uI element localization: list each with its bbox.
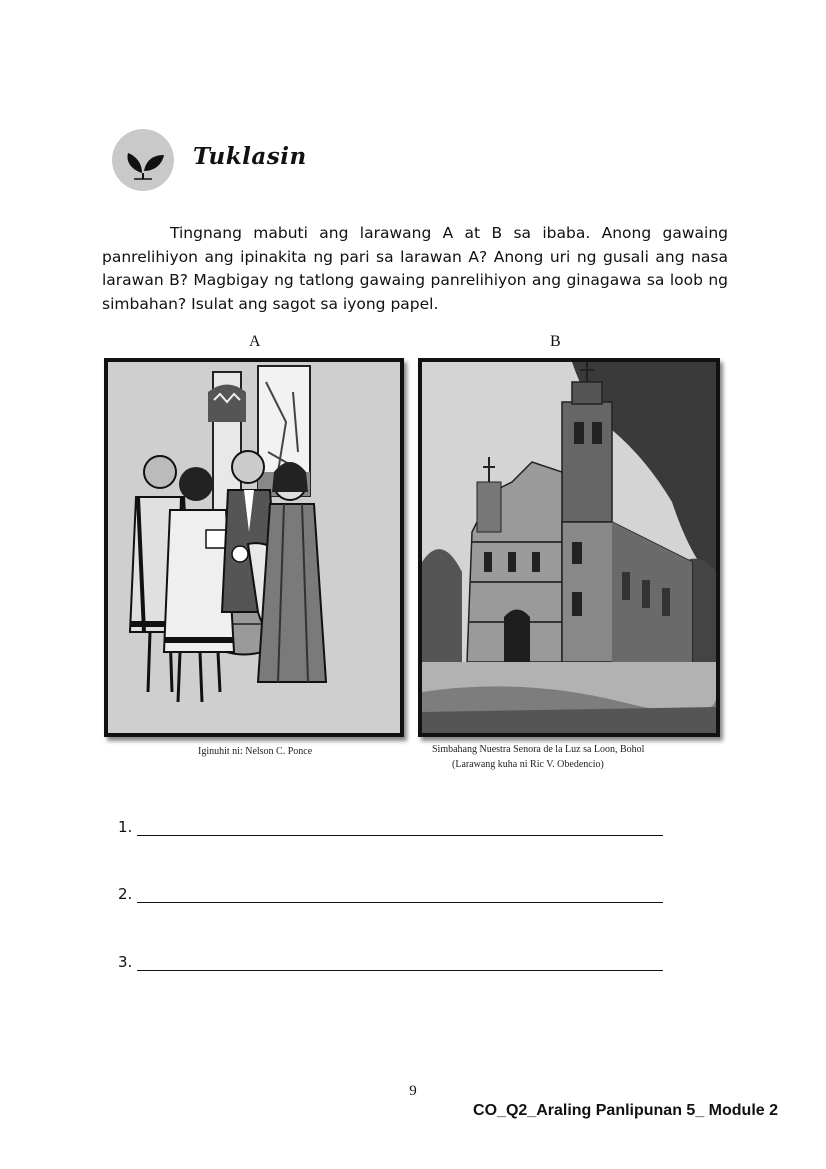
answer-blank[interactable]: [137, 821, 663, 836]
answer-number: 2.: [118, 885, 133, 903]
instructions-paragraph: Tingnang mabuti ang larawang A at B sa ibaba. Anong gawaing panrelihiyon ang ipinakita ng pari sa larawan A? Anong uri ng gusali ang nasa larawan B? Magbigay ng tatlong gawaing panrelihiyon ang ginagawa sa loob ng simbahan? Isulat ang sagot sa iyong papel.: [102, 224, 728, 313]
answer-blank[interactable]: [137, 956, 663, 971]
answer-blank[interactable]: [137, 888, 663, 903]
section-title: Tuklasin: [193, 143, 307, 170]
answer-line-3[interactable]: [118, 953, 663, 971]
picture-b-caption: Simbahang Nuestra Senora de la Luz sa Loon, Bohol: [432, 744, 645, 755]
picture-a-caption: Iginuhit ni: Nelson C. Ponce: [198, 746, 313, 757]
answer-number: 1.: [118, 818, 133, 836]
module-code: CO_Q2_Araling Panlipunan 5_ Module 2: [473, 1102, 778, 1119]
picture-a-baptism-illustration: [104, 358, 404, 737]
page-number: 9: [409, 1083, 417, 1099]
leaf-sprout-icon: [112, 129, 174, 191]
picture-b-church-photo: [418, 358, 720, 737]
picture-a-label: A: [249, 333, 261, 350]
picture-b-label: B: [550, 333, 561, 350]
answer-line-1[interactable]: [118, 818, 663, 836]
picture-b-credit: (Larawang kuha ni Ric V. Obedencio): [452, 759, 604, 770]
answer-number: 3.: [118, 953, 133, 971]
answer-line-2[interactable]: [118, 885, 663, 903]
